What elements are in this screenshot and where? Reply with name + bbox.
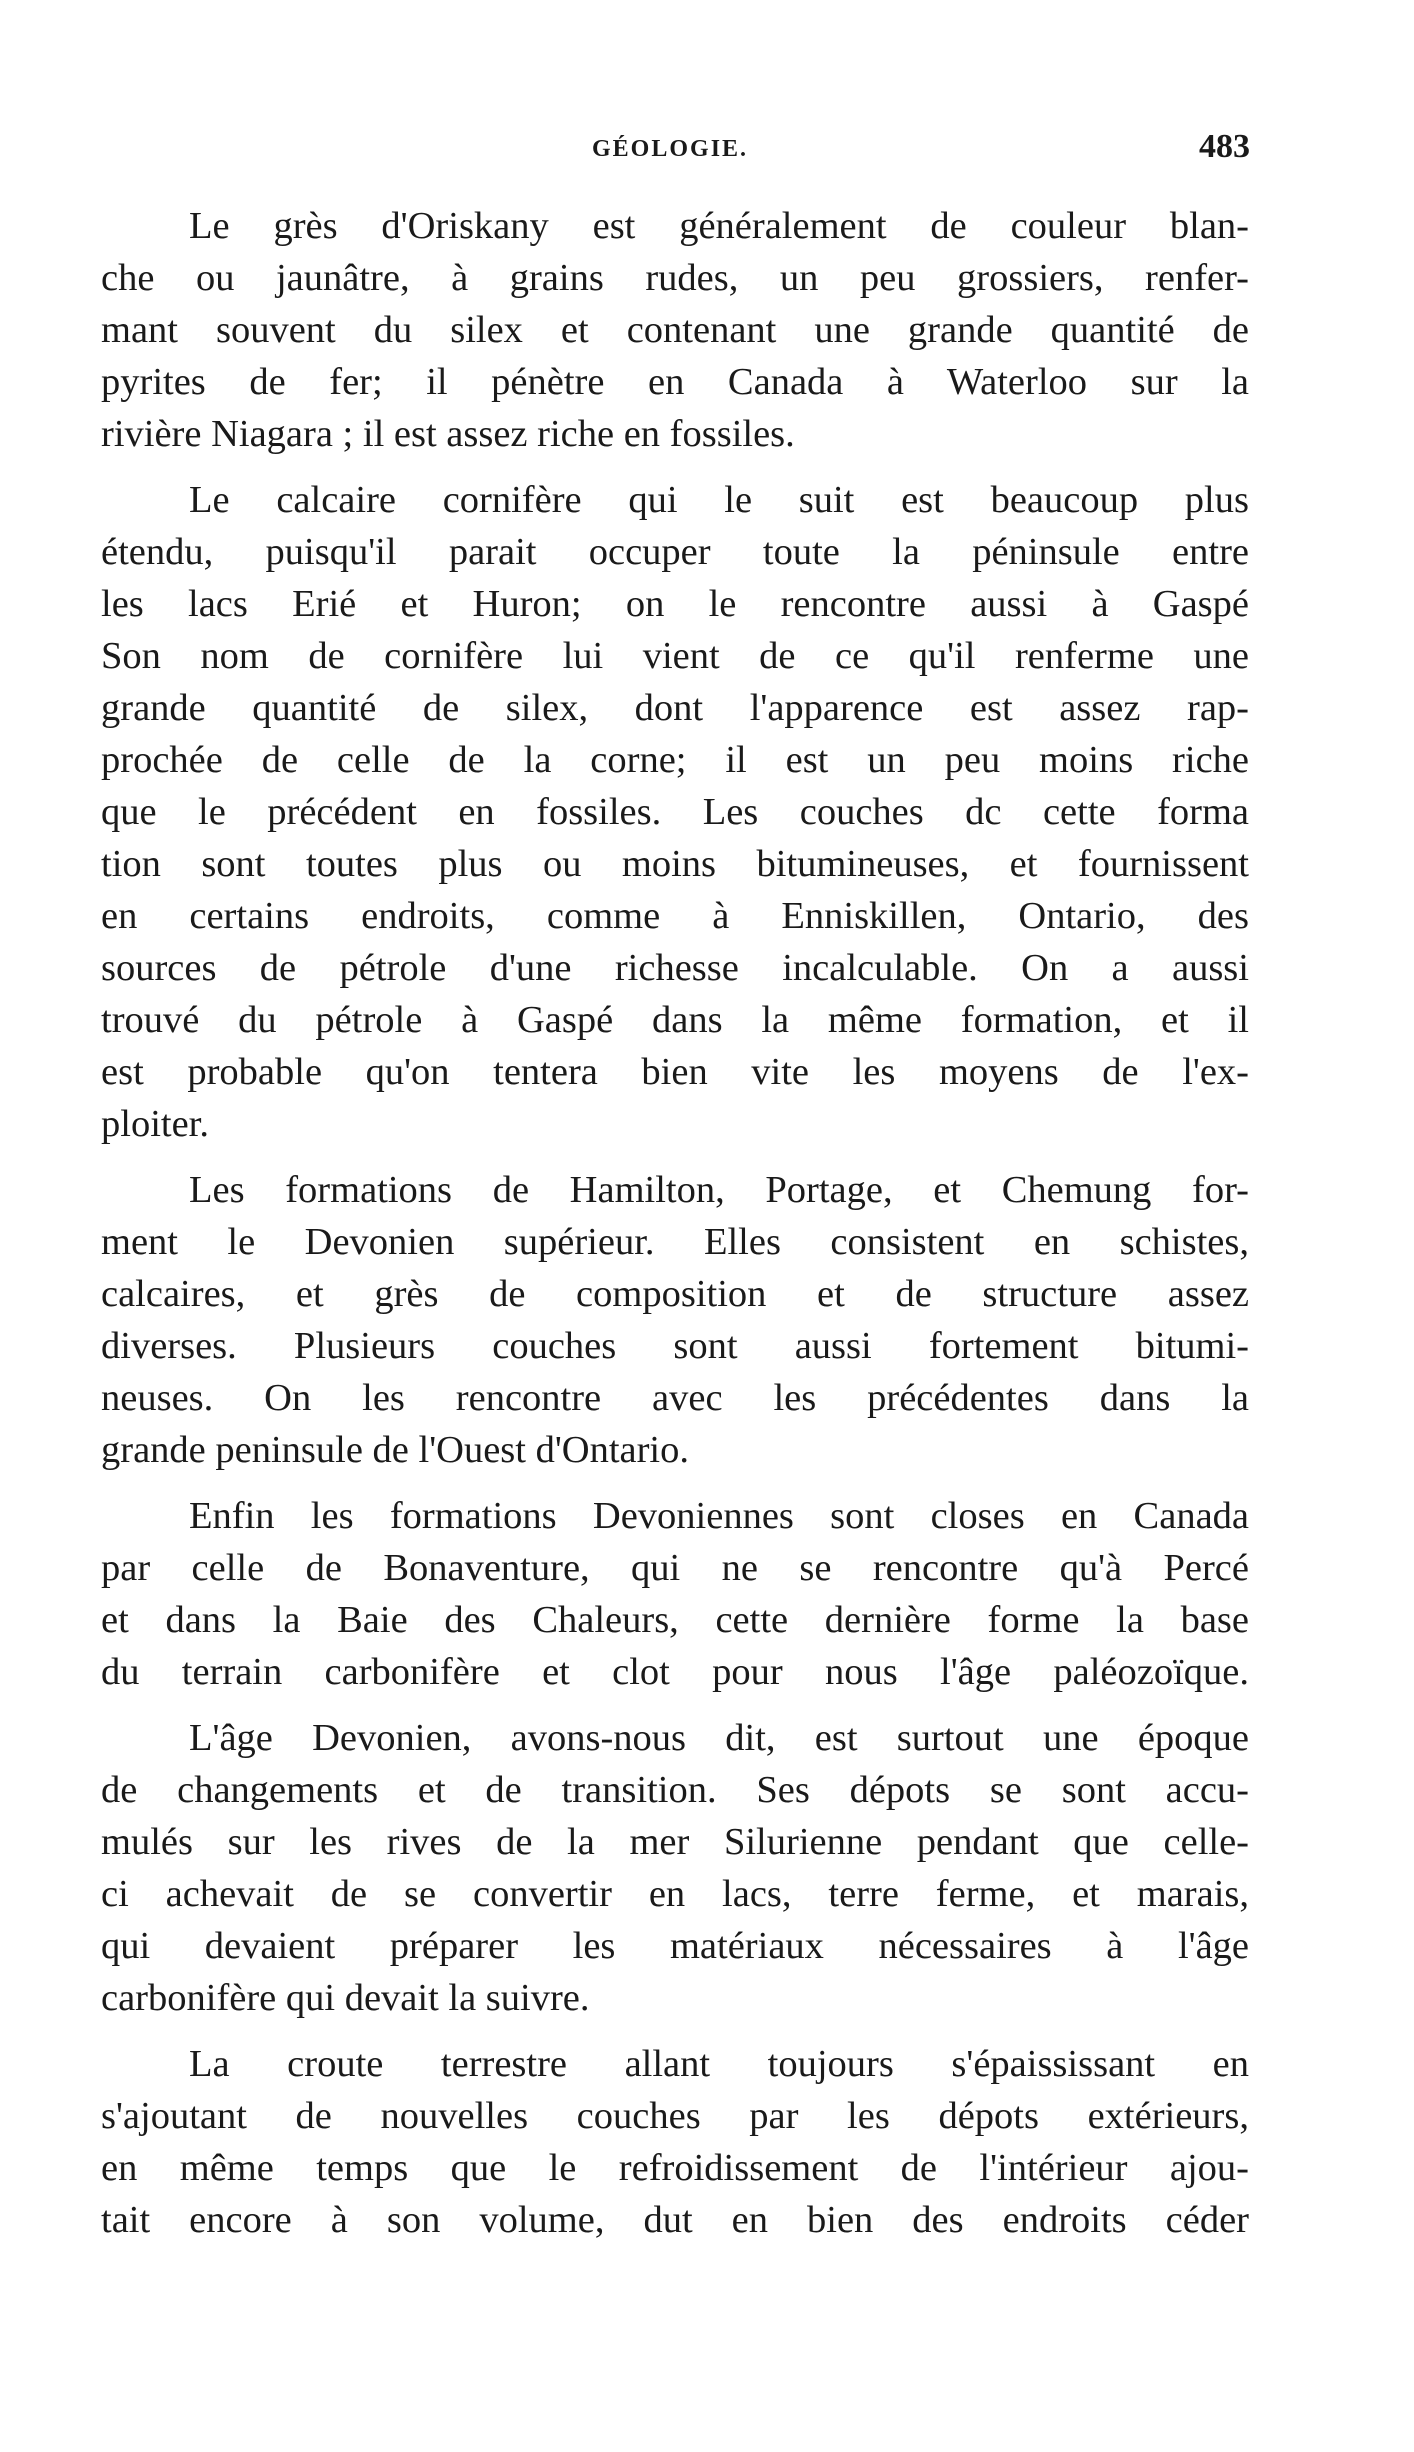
text-line: La croute terrestre allant toujours s'épaississant en (189, 2043, 1249, 2085)
page-number: 483 (1199, 128, 1250, 165)
text-line: Les formations de Hamilton, Portage, et Chemung for- (189, 1169, 1249, 1211)
text-line: Enfin les formations Devoniennes sont closes en Canada (189, 1495, 1249, 1537)
text-line: grande quantité de silex, dont l'apparence est assez rap- (101, 687, 1249, 729)
text-line: tait encore à son volume, dut en bien des endroits céder (101, 2199, 1249, 2241)
body-text (101, 200, 1249, 2250)
text-line: de changements et de transition. Ses dépots se sont accu- (101, 1769, 1249, 1811)
text-line: ment le Devonien supérieur. Elles consistent en schistes, (101, 1221, 1249, 1263)
text-line: est probable qu'on tentera bien vite les moyens de l'ex- (101, 1051, 1249, 1093)
text-line: grande peninsule de l'Ouest d'Ontario. (101, 1429, 690, 1471)
text-line: Le calcaire cornifère qui le suit est beaucoup plus (189, 479, 1249, 521)
text-line: pyrites de fer; il pénètre en Canada à Waterloo sur la (101, 361, 1249, 403)
text-line: rivière Niagara ; il est assez riche en fossiles. (101, 413, 795, 455)
paragraph-devonien-superieur (101, 1164, 1249, 1476)
text-line: mant souvent du silex et contenant une grande quantité de (101, 309, 1249, 351)
text-line: tion sont toutes plus ou moins bitumineuses, et fournissent (101, 843, 1249, 885)
paragraph-croute-terrestre (101, 2038, 1249, 2246)
paragraph-calcaire-cornifere (101, 474, 1249, 1150)
paragraph-bonaventure (101, 1490, 1249, 1698)
text-line: en même temps que le refroidissement de l'intérieur ajou- (101, 2147, 1249, 2189)
text-line: neuses. On les rencontre avec les précédentes dans la (101, 1377, 1249, 1419)
text-line: L'âge Devonien, avons-nous dit, est surtout une époque (189, 1717, 1249, 1759)
text-line: che ou jaunâtre, à grains rudes, un peu grossiers, renfer- (101, 257, 1249, 299)
text-line: s'ajoutant de nouvelles couches par les dépots extérieurs, (101, 2095, 1249, 2137)
text-line: diverses. Plusieurs couches sont aussi fortement bitumi- (101, 1325, 1249, 1367)
text-line: en certains endroits, comme à Enniskillen, Ontario, des (101, 895, 1249, 937)
text-line: que le précédent en fossiles. Les couches dc cette forma (101, 791, 1249, 833)
text-line: par celle de Bonaventure, qui ne se rencontre qu'à Percé (101, 1547, 1249, 1589)
text-line: étendu, puisqu'il parait occuper toute la péninsule entre (101, 531, 1249, 573)
paragraph-oriskany (101, 200, 1249, 460)
text-line: du terrain carbonifère et clot pour nous l'âge paléozoïque. (101, 1651, 1249, 1693)
text-line: qui devaient préparer les matériaux nécessaires à l'âge (101, 1925, 1249, 1967)
text-line: prochée de celle de la corne; il est un peu moins riche (101, 739, 1249, 781)
text-line: Le grès d'Oriskany est généralement de couleur blan‑ (189, 205, 1249, 247)
page-header (100, 128, 1250, 178)
paragraph-age-devonien (101, 1712, 1249, 2024)
running-title: GÉOLOGIE. (592, 136, 749, 162)
text-line: et dans la Baie des Chaleurs, cette dernière forme la base (101, 1599, 1249, 1641)
text-line: ci achevait de se convertir en lacs, terre ferme, et marais, (101, 1873, 1249, 1915)
text-line: ploiter. (101, 1103, 209, 1145)
text-line: trouvé du pétrole à Gaspé dans la même formation, et il (101, 999, 1249, 1041)
text-line: calcaires, et grès de composition et de structure assez (101, 1273, 1249, 1315)
text-line: sources de pétrole d'une richesse incalculable. On a aussi (101, 947, 1249, 989)
text-line: Son nom de cornifère lui vient de ce qu'il renferme une (101, 635, 1249, 677)
text-line: carbonifère qui devait la suivre. (101, 1977, 590, 2019)
text-line: les lacs Erié et Huron; on le rencontre aussi à Gaspé (101, 583, 1249, 625)
text-line: mulés sur les rives de la mer Silurienne pendant que celle- (101, 1821, 1249, 1863)
